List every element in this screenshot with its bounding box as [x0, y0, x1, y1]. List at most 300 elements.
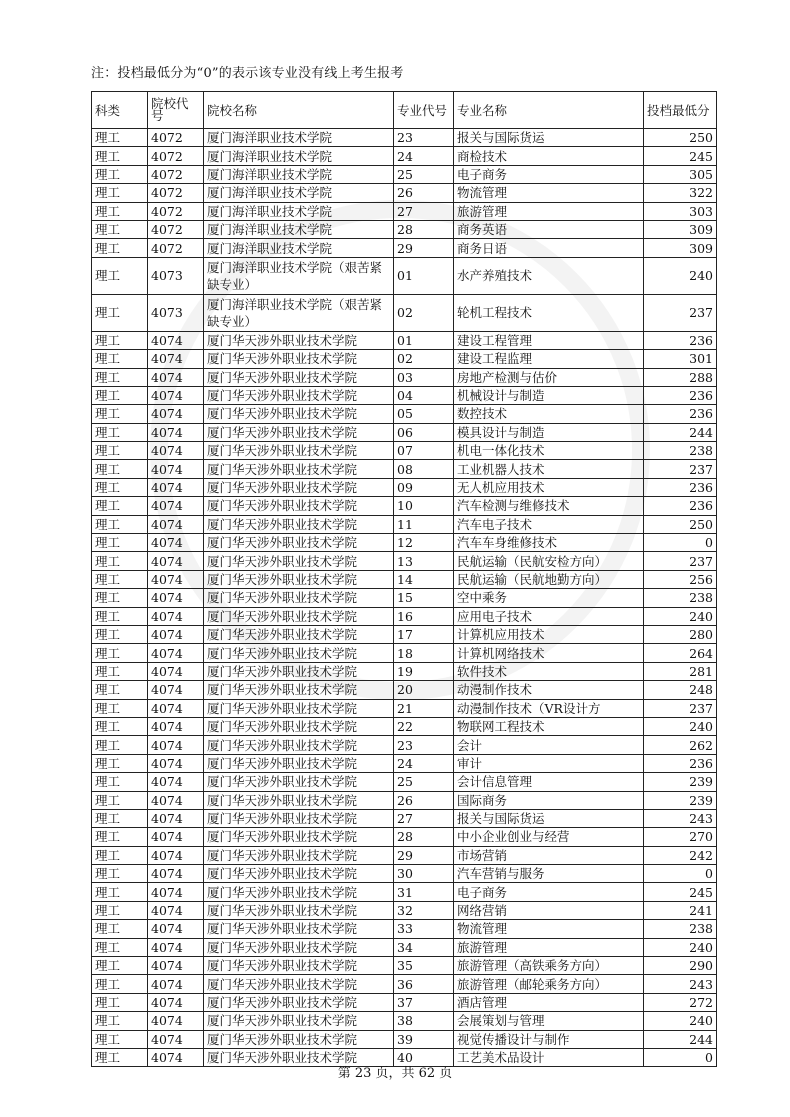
major-name-cell: 软件技术 [454, 662, 644, 680]
category-cell: 理工 [92, 901, 148, 919]
category-cell: 理工 [92, 368, 148, 386]
school-name-cell: 厦门华天涉外职业技术学院 [204, 570, 394, 588]
major-code-cell: 27 [394, 202, 454, 220]
school-name-cell: 厦门海洋职业技术学院（艰苦紧缺专业） [204, 294, 394, 331]
major-code-cell: 15 [394, 589, 454, 607]
min-score-cell: 245 [644, 147, 717, 165]
min-score-cell: 236 [644, 754, 717, 772]
major-code-cell: 32 [394, 901, 454, 919]
min-score-cell: 238 [644, 589, 717, 607]
table-row [92, 938, 717, 956]
major-code-cell: 01 [394, 257, 454, 294]
major-code-cell: 24 [394, 754, 454, 772]
min-score-cell: 309 [644, 220, 717, 238]
admission-score-table [91, 91, 717, 1067]
category-cell: 理工 [92, 1012, 148, 1030]
major-code-cell: 29 [394, 846, 454, 864]
major-code-cell: 35 [394, 957, 454, 975]
category-cell: 理工 [92, 754, 148, 772]
min-score-cell: 288 [644, 368, 717, 386]
major-code-cell: 05 [394, 405, 454, 423]
school-code-cell: 4074 [148, 846, 204, 864]
school-code-cell: 4074 [148, 1048, 204, 1066]
major-name-cell: 会计信息管理 [454, 773, 644, 791]
min-score-cell: 322 [644, 184, 717, 202]
table-row [92, 754, 717, 772]
table-row [92, 589, 717, 607]
major-name-cell: 商检技术 [454, 147, 644, 165]
school-name-cell: 厦门华天涉外职业技术学院 [204, 350, 394, 368]
major-name-cell: 应用电子技术 [454, 607, 644, 625]
major-name-cell: 国际商务 [454, 791, 644, 809]
school-name-cell: 厦门华天涉外职业技术学院 [204, 938, 394, 956]
category-cell: 理工 [92, 405, 148, 423]
major-name-cell: 汽车电子技术 [454, 515, 644, 533]
category-cell: 理工 [92, 975, 148, 993]
min-score-cell: 250 [644, 129, 717, 147]
min-score-cell: 236 [644, 405, 717, 423]
school-code-cell: 4072 [148, 220, 204, 238]
category-cell: 理工 [92, 625, 148, 643]
major-name-cell: 市场营销 [454, 846, 644, 864]
school-code-cell: 4072 [148, 202, 204, 220]
school-name-cell: 厦门华天涉外职业技术学院 [204, 809, 394, 827]
category-cell: 理工 [92, 717, 148, 735]
min-score-cell: 240 [644, 257, 717, 294]
category-cell: 理工 [92, 883, 148, 901]
school-name-cell: 厦门华天涉外职业技术学院 [204, 736, 394, 754]
min-score-cell: 248 [644, 681, 717, 699]
school-name-cell: 厦门华天涉外职业技术学院 [204, 552, 394, 570]
table-row [92, 405, 717, 423]
school-code-cell: 4073 [148, 257, 204, 294]
school-name-cell: 厦门华天涉外职业技术学院 [204, 1012, 394, 1030]
min-score-cell: 250 [644, 515, 717, 533]
min-score-cell: 241 [644, 901, 717, 919]
table-row [92, 257, 717, 294]
school-name-cell: 厦门华天涉外职业技术学院 [204, 625, 394, 643]
min-score-cell: 303 [644, 202, 717, 220]
major-name-cell: 会计 [454, 736, 644, 754]
table-row [92, 809, 717, 827]
major-code-cell: 02 [394, 350, 454, 368]
min-score-cell: 244 [644, 1030, 717, 1048]
header-school-code: 院校代号 [148, 92, 204, 129]
min-score-cell: 245 [644, 883, 717, 901]
major-name-cell: 房地产检测与估价 [454, 368, 644, 386]
major-code-cell: 24 [394, 147, 454, 165]
school-code-cell: 4073 [148, 294, 204, 331]
category-cell: 理工 [92, 1048, 148, 1066]
category-cell: 理工 [92, 809, 148, 827]
category-cell: 理工 [92, 607, 148, 625]
min-score-cell: 0 [644, 865, 717, 883]
major-name-cell: 动漫制作技术（VR设计方 [454, 699, 644, 717]
min-score-cell: 239 [644, 773, 717, 791]
school-name-cell: 厦门海洋职业技术学院 [204, 129, 394, 147]
table-row [92, 220, 717, 238]
category-cell: 理工 [92, 828, 148, 846]
header-school-name: 院校名称 [204, 92, 394, 129]
school-code-cell: 4074 [148, 993, 204, 1011]
major-name-cell: 旅游管理 [454, 938, 644, 956]
school-code-cell: 4074 [148, 589, 204, 607]
school-name-cell: 厦门海洋职业技术学院（艰苦紧缺专业） [204, 257, 394, 294]
school-code-cell: 4074 [148, 883, 204, 901]
major-name-cell: 旅游管理（高铁乘务方向） [454, 957, 644, 975]
table-row [92, 1030, 717, 1048]
major-name-cell: 无人机应用技术 [454, 478, 644, 496]
school-name-cell: 厦门华天涉外职业技术学院 [204, 754, 394, 772]
major-name-cell: 电子商务 [454, 165, 644, 183]
school-name-cell: 厦门华天涉外职业技术学院 [204, 1030, 394, 1048]
school-code-cell: 4074 [148, 625, 204, 643]
category-cell: 理工 [92, 681, 148, 699]
major-code-cell: 26 [394, 184, 454, 202]
school-code-cell: 4074 [148, 570, 204, 588]
school-name-cell: 厦门海洋职业技术学院 [204, 220, 394, 238]
major-name-cell: 报关与国际货运 [454, 129, 644, 147]
category-cell: 理工 [92, 1030, 148, 1048]
school-name-cell: 厦门华天涉外职业技术学院 [204, 386, 394, 404]
category-cell: 理工 [92, 202, 148, 220]
school-code-cell: 4074 [148, 386, 204, 404]
major-code-cell: 07 [394, 442, 454, 460]
table-row [92, 625, 717, 643]
major-code-cell: 34 [394, 938, 454, 956]
major-name-cell: 民航运输（民航安检方向） [454, 552, 644, 570]
min-score-cell: 280 [644, 625, 717, 643]
major-code-cell: 29 [394, 239, 454, 257]
min-score-cell: 242 [644, 846, 717, 864]
table-row [92, 975, 717, 993]
school-name-cell: 厦门华天涉外职业技术学院 [204, 589, 394, 607]
school-code-cell: 4072 [148, 165, 204, 183]
table-row [92, 442, 717, 460]
min-score-cell: 270 [644, 828, 717, 846]
school-code-cell: 4074 [148, 534, 204, 552]
category-cell: 理工 [92, 165, 148, 183]
school-code-cell: 4074 [148, 1030, 204, 1048]
table-row [92, 846, 717, 864]
major-code-cell: 19 [394, 662, 454, 680]
min-score-cell: 236 [644, 331, 717, 349]
major-code-cell: 01 [394, 331, 454, 349]
major-code-cell: 03 [394, 368, 454, 386]
school-code-cell: 4074 [148, 809, 204, 827]
major-name-cell: 动漫制作技术 [454, 681, 644, 699]
min-score-cell: 0 [644, 534, 717, 552]
table-row [92, 534, 717, 552]
major-code-cell: 36 [394, 975, 454, 993]
school-code-cell: 4074 [148, 791, 204, 809]
major-name-cell: 物流管理 [454, 184, 644, 202]
category-cell: 理工 [92, 938, 148, 956]
min-score-cell: 301 [644, 350, 717, 368]
category-cell: 理工 [92, 957, 148, 975]
school-name-cell: 厦门华天涉外职业技术学院 [204, 423, 394, 441]
major-code-cell: 28 [394, 220, 454, 238]
school-name-cell: 厦门华天涉外职业技术学院 [204, 901, 394, 919]
major-code-cell: 13 [394, 552, 454, 570]
table-row [92, 202, 717, 220]
table-row [92, 460, 717, 478]
category-cell: 理工 [92, 534, 148, 552]
table-row [92, 607, 717, 625]
table-row [92, 478, 717, 496]
category-cell: 理工 [92, 386, 148, 404]
table-row [92, 147, 717, 165]
table-row [92, 165, 717, 183]
min-score-cell: 240 [644, 1012, 717, 1030]
table-row [92, 644, 717, 662]
table-row [92, 368, 717, 386]
major-name-cell: 轮机工程技术 [454, 294, 644, 331]
min-score-cell: 264 [644, 644, 717, 662]
school-name-cell: 厦门华天涉外职业技术学院 [204, 957, 394, 975]
school-code-cell: 4074 [148, 1012, 204, 1030]
table-row [92, 239, 717, 257]
school-code-cell: 4074 [148, 699, 204, 717]
table-row [92, 294, 717, 331]
major-code-cell: 28 [394, 828, 454, 846]
min-score-cell: 243 [644, 809, 717, 827]
school-code-cell: 4074 [148, 773, 204, 791]
category-cell: 理工 [92, 239, 148, 257]
major-code-cell: 11 [394, 515, 454, 533]
major-name-cell: 机电一体化技术 [454, 442, 644, 460]
category-cell: 理工 [92, 644, 148, 662]
major-name-cell: 计算机应用技术 [454, 625, 644, 643]
school-code-cell: 4074 [148, 331, 204, 349]
school-code-cell: 4074 [148, 736, 204, 754]
table-row [92, 828, 717, 846]
major-name-cell: 旅游管理 [454, 202, 644, 220]
table-row [92, 791, 717, 809]
min-score-cell: 305 [644, 165, 717, 183]
major-name-cell: 网络营销 [454, 901, 644, 919]
category-cell: 理工 [92, 442, 148, 460]
category-cell: 理工 [92, 993, 148, 1011]
page-footer: 第 23 页，共 62 页 [337, 1066, 453, 1081]
major-name-cell: 汽车车身维修技术 [454, 534, 644, 552]
major-code-cell: 26 [394, 791, 454, 809]
school-code-cell: 4074 [148, 607, 204, 625]
min-score-cell: 281 [644, 662, 717, 680]
min-score-cell: 309 [644, 239, 717, 257]
min-score-cell: 239 [644, 791, 717, 809]
major-code-cell: 25 [394, 165, 454, 183]
header-category: 科类 [92, 92, 148, 129]
major-code-cell: 30 [394, 865, 454, 883]
major-code-cell: 10 [394, 497, 454, 515]
school-name-cell: 厦门华天涉外职业技术学院 [204, 534, 394, 552]
school-name-cell: 厦门华天涉外职业技术学院 [204, 717, 394, 735]
table-row [92, 552, 717, 570]
school-name-cell: 厦门华天涉外职业技术学院 [204, 368, 394, 386]
category-cell: 理工 [92, 662, 148, 680]
school-name-cell: 厦门华天涉外职业技术学院 [204, 442, 394, 460]
school-code-cell: 4074 [148, 478, 204, 496]
school-name-cell: 厦门华天涉外职业技术学院 [204, 865, 394, 883]
school-name-cell: 厦门华天涉外职业技术学院 [204, 773, 394, 791]
school-code-cell: 4074 [148, 368, 204, 386]
school-code-cell: 4074 [148, 442, 204, 460]
major-code-cell: 27 [394, 809, 454, 827]
school-code-cell: 4074 [148, 681, 204, 699]
major-code-cell: 33 [394, 920, 454, 938]
school-name-cell: 厦门海洋职业技术学院 [204, 165, 394, 183]
major-name-cell: 旅游管理（邮轮乘务方向） [454, 975, 644, 993]
school-name-cell: 厦门华天涉外职业技术学院 [204, 883, 394, 901]
table-row [92, 423, 717, 441]
major-name-cell: 商务英语 [454, 220, 644, 238]
major-code-cell: 23 [394, 129, 454, 147]
major-name-cell: 中小企业创业与经营 [454, 828, 644, 846]
school-name-cell: 厦门海洋职业技术学院 [204, 184, 394, 202]
min-score-cell: 238 [644, 442, 717, 460]
category-cell: 理工 [92, 294, 148, 331]
min-score-cell: 0 [644, 1048, 717, 1066]
school-name-cell: 厦门华天涉外职业技术学院 [204, 920, 394, 938]
category-cell: 理工 [92, 331, 148, 349]
category-cell: 理工 [92, 129, 148, 147]
school-name-cell: 厦门华天涉外职业技术学院 [204, 497, 394, 515]
major-code-cell: 37 [394, 993, 454, 1011]
school-code-cell: 4072 [148, 184, 204, 202]
table-row [92, 993, 717, 1011]
major-name-cell: 物流管理 [454, 920, 644, 938]
category-cell: 理工 [92, 184, 148, 202]
category-cell: 理工 [92, 147, 148, 165]
school-name-cell: 厦门海洋职业技术学院 [204, 239, 394, 257]
school-name-cell: 厦门华天涉外职业技术学院 [204, 681, 394, 699]
min-score-cell: 272 [644, 993, 717, 1011]
category-cell: 理工 [92, 423, 148, 441]
school-name-cell: 厦门华天涉外职业技术学院 [204, 607, 394, 625]
table-row [92, 129, 717, 147]
major-name-cell: 商务日语 [454, 239, 644, 257]
major-name-cell: 水产养殖技术 [454, 257, 644, 294]
table-row [92, 681, 717, 699]
major-code-cell: 31 [394, 883, 454, 901]
min-score-cell: 237 [644, 294, 717, 331]
min-score-cell: 240 [644, 607, 717, 625]
school-code-cell: 4074 [148, 865, 204, 883]
school-code-cell: 4074 [148, 901, 204, 919]
table-row [92, 901, 717, 919]
major-code-cell: 17 [394, 625, 454, 643]
min-score-cell: 262 [644, 736, 717, 754]
min-score-cell: 236 [644, 386, 717, 404]
school-code-cell: 4074 [148, 754, 204, 772]
school-code-cell: 4074 [148, 515, 204, 533]
major-name-cell: 数控技术 [454, 405, 644, 423]
major-code-cell: 22 [394, 717, 454, 735]
header-major-name: 专业名称 [454, 92, 644, 129]
school-name-cell: 厦门海洋职业技术学院 [204, 202, 394, 220]
category-cell: 理工 [92, 736, 148, 754]
major-code-cell: 06 [394, 423, 454, 441]
school-name-cell: 厦门华天涉外职业技术学院 [204, 662, 394, 680]
category-cell: 理工 [92, 460, 148, 478]
major-name-cell: 审计 [454, 754, 644, 772]
major-code-cell: 40 [394, 1048, 454, 1066]
school-code-cell: 4074 [148, 828, 204, 846]
major-name-cell: 建设工程监理 [454, 350, 644, 368]
major-code-cell: 38 [394, 1012, 454, 1030]
category-cell: 理工 [92, 570, 148, 588]
school-code-cell: 4072 [148, 147, 204, 165]
min-score-cell: 237 [644, 460, 717, 478]
min-score-cell: 236 [644, 497, 717, 515]
school-name-cell: 厦门华天涉外职业技术学院 [204, 846, 394, 864]
school-code-cell: 4074 [148, 460, 204, 478]
major-name-cell: 空中乘务 [454, 589, 644, 607]
table-row [92, 1012, 717, 1030]
major-code-cell: 21 [394, 699, 454, 717]
major-name-cell: 民航运输（民航地勤方向） [454, 570, 644, 588]
category-cell: 理工 [92, 846, 148, 864]
major-code-cell: 18 [394, 644, 454, 662]
category-cell: 理工 [92, 257, 148, 294]
table-row [92, 497, 717, 515]
school-code-cell: 4074 [148, 662, 204, 680]
major-code-cell: 25 [394, 773, 454, 791]
header-min-score: 投档最低分 [644, 92, 717, 129]
major-name-cell: 汽车检测与维修技术 [454, 497, 644, 515]
table-row [92, 515, 717, 533]
category-cell: 理工 [92, 791, 148, 809]
school-name-cell: 厦门华天涉外职业技术学院 [204, 405, 394, 423]
header-major-code: 专业代号 [394, 92, 454, 129]
school-code-cell: 4074 [148, 350, 204, 368]
category-cell: 理工 [92, 497, 148, 515]
min-score-cell: 290 [644, 957, 717, 975]
major-name-cell: 建设工程管理 [454, 331, 644, 349]
category-cell: 理工 [92, 220, 148, 238]
table-row [92, 957, 717, 975]
table-row [92, 736, 717, 754]
school-code-cell: 4074 [148, 920, 204, 938]
category-cell: 理工 [92, 920, 148, 938]
major-name-cell: 模具设计与制造 [454, 423, 644, 441]
major-code-cell: 16 [394, 607, 454, 625]
school-code-cell: 4074 [148, 938, 204, 956]
major-code-cell: 20 [394, 681, 454, 699]
category-cell: 理工 [92, 552, 148, 570]
major-code-cell: 14 [394, 570, 454, 588]
school-name-cell: 厦门华天涉外职业技术学院 [204, 828, 394, 846]
school-name-cell: 厦门华天涉外职业技术学院 [204, 791, 394, 809]
school-name-cell: 厦门华天涉外职业技术学院 [204, 478, 394, 496]
school-name-cell: 厦门华天涉外职业技术学院 [204, 699, 394, 717]
table-row [92, 331, 717, 349]
table-row [92, 386, 717, 404]
school-code-cell: 4074 [148, 423, 204, 441]
page-note: 注：投档最低分为“0”的表示该专业没有线上考生报考 [91, 66, 404, 81]
category-cell: 理工 [92, 773, 148, 791]
major-name-cell: 工业机器人技术 [454, 460, 644, 478]
school-name-cell: 厦门华天涉外职业技术学院 [204, 1048, 394, 1066]
school-name-cell: 厦门华天涉外职业技术学院 [204, 644, 394, 662]
school-code-cell: 4074 [148, 957, 204, 975]
category-cell: 理工 [92, 350, 148, 368]
major-name-cell: 电子商务 [454, 883, 644, 901]
school-code-cell: 4074 [148, 552, 204, 570]
category-cell: 理工 [92, 589, 148, 607]
school-code-cell: 4074 [148, 975, 204, 993]
